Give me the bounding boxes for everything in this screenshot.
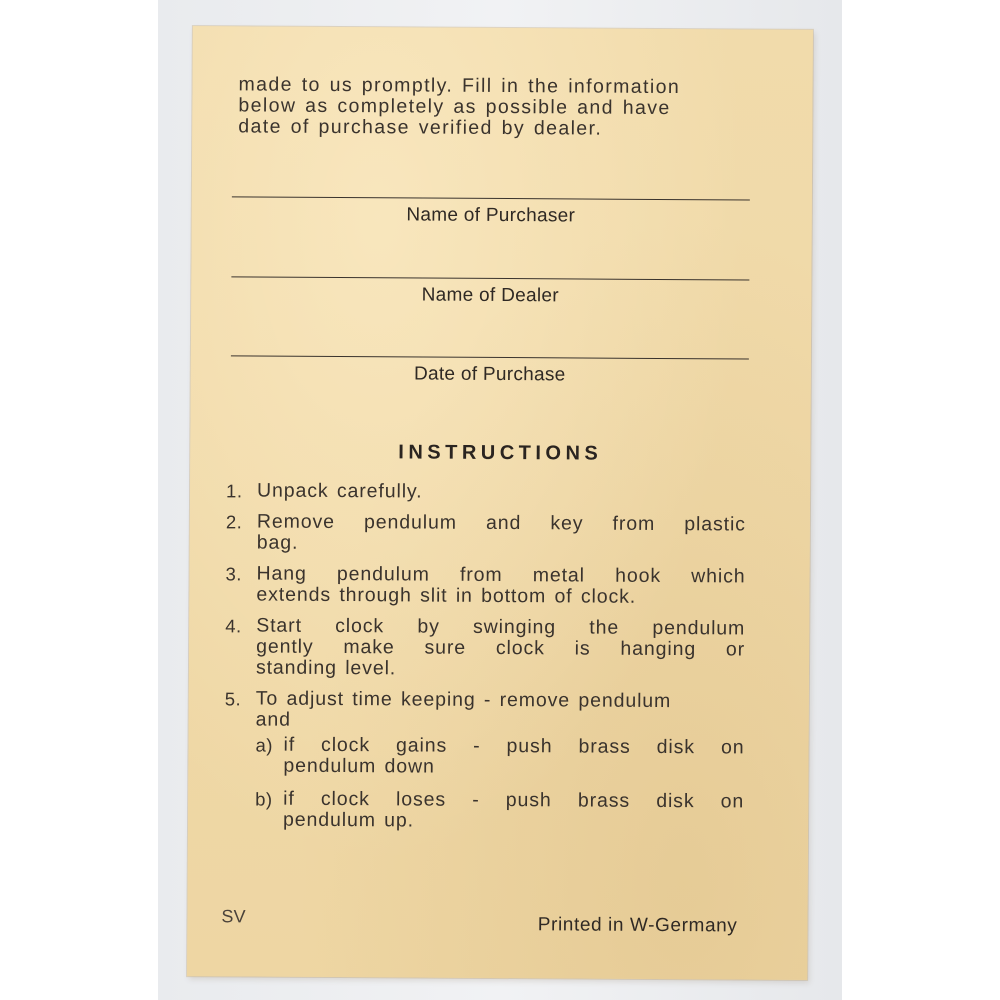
purchaser-name-field [232, 196, 750, 228]
intro-line: below as completely as possible and have [238, 94, 671, 120]
instruction-item [224, 688, 745, 833]
subitem-label: a) [255, 734, 274, 756]
item-text [257, 481, 746, 505]
instruction-item [225, 563, 745, 608]
subitem-text [283, 735, 744, 780]
item-line: if clock gains - push brass disk on [283, 733, 745, 759]
signature-line [231, 276, 749, 280]
intro-paragraph [238, 74, 750, 140]
item-text [256, 564, 745, 609]
signature-line [232, 196, 750, 200]
purchaser-name-label: Name of Purchaser [406, 204, 576, 227]
item-line: Remove pendulum and key from plastic [256, 510, 746, 536]
subitem-label: b) [255, 788, 273, 810]
instructions-heading: INSTRUCTIONS [398, 441, 603, 465]
purchase-date-label: Date of Purchase [413, 363, 566, 386]
item-line: To adjust time keeping - remove pendulum [255, 687, 672, 713]
item-line: standing level. [255, 656, 397, 680]
print-code: SV [221, 906, 246, 927]
item-line: if clock loses - push brass disk on [283, 787, 745, 813]
instruction-item [226, 511, 746, 556]
dealer-name-field [231, 276, 749, 308]
item-line: pendulum up. [282, 808, 415, 832]
instruction-item [225, 615, 745, 681]
warranty-instruction-card [187, 26, 813, 980]
item-text [256, 616, 745, 682]
item-line: and [255, 708, 291, 731]
item-line: Start clock by swinging the pendulum [256, 614, 746, 640]
item-line: gently make sure clock is hanging or [256, 635, 746, 661]
item-line: extends through slit in bottom of clock. [256, 583, 637, 608]
purchase-date-field [231, 355, 749, 387]
item-number: 5. [224, 688, 242, 710]
intro-line: made to us promptly. Fill in the information [238, 73, 681, 99]
item-line: pendulum down [283, 754, 435, 778]
subitem-text [283, 789, 744, 834]
item-number: 2. [225, 511, 243, 533]
item-line: bag. [256, 531, 299, 554]
item-number: 3. [225, 563, 243, 585]
item-text [256, 689, 745, 734]
item-number: 1. [226, 480, 243, 502]
instruction-subitem [255, 735, 744, 780]
instruction-item [226, 480, 746, 504]
signature-line [231, 355, 749, 359]
item-line: Hang pendulum from metal hook which [256, 562, 746, 588]
instruction-subitem [255, 789, 744, 834]
printed-in-note: Printed in W-Germany [537, 914, 738, 937]
item-text [257, 512, 746, 557]
item-line: Unpack carefully. [257, 479, 423, 503]
instructions-list [224, 480, 746, 843]
intro-line: date of purchase verified by dealer. [238, 115, 603, 140]
dealer-name-label: Name of Dealer [421, 284, 559, 307]
item-number: 4. [225, 615, 242, 637]
